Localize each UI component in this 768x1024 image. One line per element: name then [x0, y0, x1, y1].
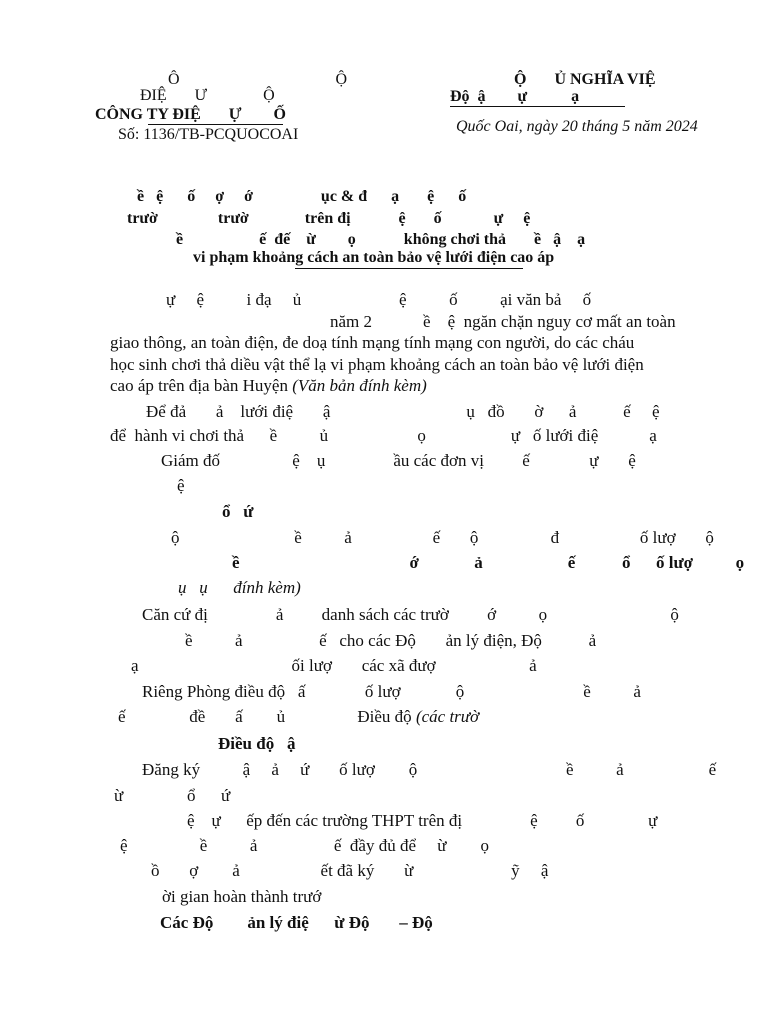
body-line-12: ề ớ ả ế ổ ố lượ ọ: [232, 553, 745, 572]
body-line-24: ồ ợ ả ết đã ký ừ ỹ ậ: [151, 861, 549, 880]
attachment-note: (Văn bản đính kèm): [287, 376, 427, 395]
national-motto-line-2: Độ ậ ự ạ: [450, 88, 580, 105]
body-line-5-text: cao áp trên địa bàn Huyện: [110, 376, 288, 395]
body-line-20: Đăng ký ậ ả ứ ố lượ ộ ề ả ế: [142, 760, 717, 779]
title-line-2: trườ trườ trên đị ệ ố ự ệ: [127, 210, 531, 227]
body-line-6: Để đả ả lưới điệ ậ ụ đồ ờ ả ế ệ: [146, 402, 660, 421]
document-number: Số: 1136/TB-PCQUOCOAI: [118, 126, 299, 143]
body-line-2: năm 2 ề ệ ngăn chặn nguy cơ mất an toàn: [330, 312, 676, 331]
header-left-line-1: Ô Ộ: [168, 71, 348, 88]
company-name: CÔNG TY ĐIỆ Ự Ố: [95, 106, 286, 123]
body-line-17: Riêng Phòng điều độ ấ ố lượ ộ ề ả: [142, 682, 641, 701]
body-line-1: ự ệ i đạ ủ ệ ố ại văn bả ố: [166, 290, 592, 309]
section-heading-2: Điều độ ậ: [218, 734, 296, 753]
body-line-5: [110, 376, 427, 396]
national-motto-line-1: Ộ Ủ NGHĨA VIỆ: [514, 71, 656, 88]
place-date: Quốc Oai, ngày 20 tháng 5 năm 2024: [456, 118, 698, 135]
body-line-8: Giám đố ệ ụ ầu các đơn vị ế ự ệ: [161, 451, 636, 470]
body-line-4: học sinh chơi thả diều vật thể lạ vi phạm khoảng cách an toàn bảo vệ lưới điện: [110, 355, 644, 374]
body-line-18: [118, 707, 479, 727]
title-line-1: ề ệ ố ợ ớ ục & đ ạ ệ ố: [137, 188, 467, 205]
title-underline: [295, 268, 523, 269]
body-line-13: ụ ụ đính kèm): [178, 578, 301, 597]
body-line-25: ời gian hoàn thành trướ: [162, 887, 322, 906]
body-line-23: ệ ề ả ế đầy đủ để ừ ọ: [120, 836, 489, 855]
body-line-3: giao thông, an toàn điện, đe doạ tính mạng tính mạng con người, do các cháu: [110, 333, 635, 352]
section-heading-3: Các Độ ản lý điệ ừ Độ – Độ: [160, 913, 433, 932]
body-line-11: ộ ề ả ế ộ đ ố lượ ộ: [171, 528, 714, 547]
body-line-14: Căn cứ đị ả danh sách các trườ ớ ọ ộ: [142, 605, 679, 624]
header-left-line-2: ĐIỆ Ư Ộ: [140, 87, 275, 104]
body-line-22: ệ ự ếp đến các trường THPT trên đị ệ ố ự: [187, 811, 658, 830]
body-line-9: ệ: [177, 476, 185, 495]
body-line-16: ạ ối lượ các xã đượ ả: [131, 656, 537, 675]
body-line-18-text: ế đề ấ ủ Điều độ: [118, 707, 412, 726]
body-line-15: ề ả ế cho các Độ ản lý điện, Độ ả: [185, 631, 597, 650]
title-line-3: ề ế đế ừ ọ không chơi thả ề ậ ạ: [176, 231, 586, 248]
body-line-18-note: (các trườ: [411, 707, 480, 726]
section-heading-1: ổ ứ: [222, 502, 254, 521]
body-line-21: ừ ổ ứ: [114, 786, 231, 805]
body-line-7: để hành vi chơi thả ề ủ ọ ự ố lưới điệ ạ: [110, 426, 657, 445]
motto-underline: [450, 106, 625, 107]
title-line-4: vi phạm khoảng cách an toàn bảo vệ lưới điện cao áp: [193, 249, 555, 266]
